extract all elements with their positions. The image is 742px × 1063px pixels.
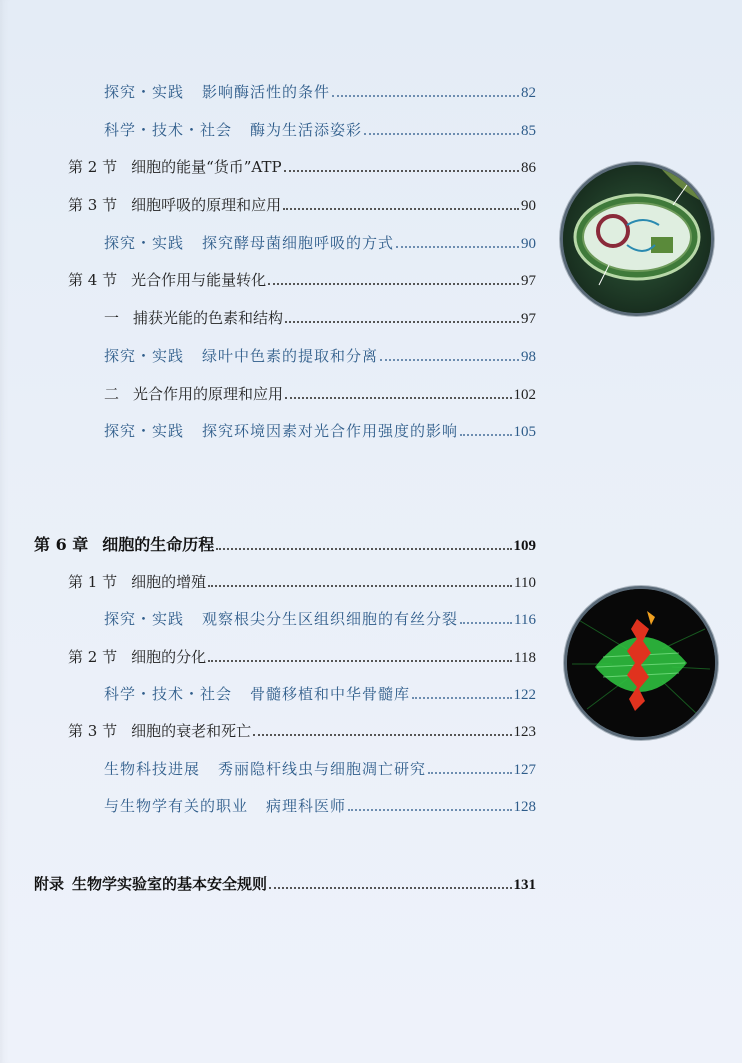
dot-leader	[216, 548, 511, 550]
entry-title: 探究环境因素对光合作用强度的影响	[202, 422, 459, 440]
page-number: 97	[521, 311, 536, 327]
toc-appendix-entry[interactable]	[34, 874, 536, 895]
entry-title: 骨髓移植和中华骨髓库	[250, 685, 411, 703]
dot-leader	[253, 734, 511, 736]
page-number: 122	[513, 687, 536, 703]
section-number: 第 3 节	[68, 196, 118, 214]
dot-leader	[396, 246, 519, 248]
dot-leader	[428, 772, 511, 774]
dot-leader	[348, 809, 511, 811]
entry-title: 酶为生活添姿彩	[250, 121, 363, 139]
chloroplast-diagram-icon	[560, 162, 714, 316]
entry-tag: 科学・技术・社会	[104, 121, 233, 139]
toc-chapter-entry[interactable]	[34, 535, 536, 556]
entry-title: 细胞的能量“货币”ATP	[131, 158, 282, 176]
toc-entry[interactable]	[104, 609, 536, 630]
entry-title: 光合作用与能量转化	[131, 271, 267, 289]
entry-title: 细胞呼吸的原理和应用	[131, 196, 282, 214]
entry-tag: 生物科技进展	[104, 760, 201, 778]
page-number: 128	[513, 799, 536, 815]
toc-entry[interactable]	[104, 308, 536, 329]
toc-entry[interactable]	[68, 270, 536, 291]
mitosis-svg	[567, 589, 715, 737]
page-number: 86	[521, 160, 536, 176]
entry-title: 影响酶活性的条件	[202, 83, 331, 101]
toc-entry[interactable]	[68, 195, 536, 216]
page-number: 90	[521, 236, 536, 252]
section-number: 第 1 节	[68, 573, 118, 591]
page-number: 123	[513, 724, 536, 740]
mitosis-spindle-icon	[564, 586, 718, 740]
page-number: 85	[521, 123, 536, 139]
toc-entry[interactable]	[104, 684, 536, 705]
dot-leader	[412, 697, 511, 699]
entry-title: 捕获光能的色素和结构	[133, 309, 284, 327]
entry-title: 观察根尖分生区组织细胞的有丝分裂	[202, 610, 459, 628]
page-number: 110	[514, 575, 536, 591]
dot-leader	[268, 283, 519, 285]
page-number: 97	[521, 273, 536, 289]
entry-title: 病理科医师	[266, 797, 347, 815]
dot-leader	[208, 585, 512, 587]
dot-leader	[460, 622, 512, 624]
page-number: 102	[513, 387, 536, 403]
toc-entry[interactable]	[68, 572, 536, 593]
section-number: 第 3 节	[68, 722, 118, 740]
dot-leader	[380, 359, 519, 361]
dot-leader	[364, 133, 519, 135]
toc-entry[interactable]	[104, 384, 536, 405]
section-number: 第 2 节	[68, 158, 118, 176]
dot-leader	[460, 434, 511, 436]
page-number: 105	[513, 424, 536, 440]
entry-title: 绿叶中色素的提取和分离	[202, 347, 379, 365]
chloroplast-svg	[563, 165, 711, 313]
dot-leader	[284, 170, 519, 172]
entry-title: 细胞的衰老和死亡	[131, 722, 252, 740]
entry-tag: 探究・实践	[104, 234, 185, 252]
entry-tag: 与生物学有关的职业	[104, 797, 249, 815]
dot-leader	[269, 887, 511, 889]
page-number: 118	[514, 650, 536, 666]
dot-leader	[283, 208, 519, 210]
entry-title: 探究酵母菌细胞呼吸的方式	[202, 234, 395, 252]
page-number: 98	[521, 349, 536, 365]
page-number: 131	[513, 877, 536, 893]
entry-tag: 科学・技术・社会	[104, 685, 233, 703]
section-number: 第 4 节	[68, 271, 118, 289]
dot-leader	[285, 397, 511, 399]
page-number: 109	[513, 538, 536, 554]
entry-tag: 探究・实践	[104, 83, 185, 101]
entry-title: 细胞的分化	[131, 648, 207, 666]
toc-entry[interactable]	[104, 120, 536, 141]
subsection-number: 一	[104, 309, 120, 327]
dot-leader	[285, 321, 519, 323]
page-number: 116	[514, 612, 536, 628]
entry-tag: 探究・实践	[104, 610, 185, 628]
entry-tag: 探究・实践	[104, 347, 185, 365]
entry-tag: 探究・实践	[104, 422, 185, 440]
toc-entry[interactable]	[104, 759, 536, 780]
toc-entry[interactable]	[68, 157, 536, 178]
entry-title: 细胞的生命历程	[102, 535, 215, 554]
toc-entry[interactable]	[104, 796, 536, 817]
page-number: 127	[513, 762, 536, 778]
dot-leader	[208, 660, 512, 662]
toc-entry[interactable]	[104, 82, 536, 103]
toc-entry[interactable]	[104, 421, 536, 442]
dot-leader	[332, 95, 519, 97]
section-number: 第 2 节	[68, 648, 118, 666]
entry-title: 秀丽隐杆线虫与细胞凋亡研究	[218, 760, 427, 778]
entry-title: 光合作用的原理和应用	[133, 385, 284, 403]
appendix-label: 附录	[34, 875, 65, 893]
toc-entry[interactable]	[104, 346, 536, 367]
toc-entry[interactable]	[68, 647, 536, 668]
chapter-number: 第 6 章	[34, 535, 89, 554]
toc-entry[interactable]	[68, 721, 536, 742]
entry-title: 细胞的增殖	[131, 573, 207, 591]
subsection-number: 二	[104, 385, 120, 403]
toc-entry[interactable]	[104, 233, 536, 254]
page-number: 90	[521, 198, 536, 214]
entry-title: 生物学实验室的基本安全规则	[72, 875, 268, 893]
page-number: 82	[521, 85, 536, 101]
